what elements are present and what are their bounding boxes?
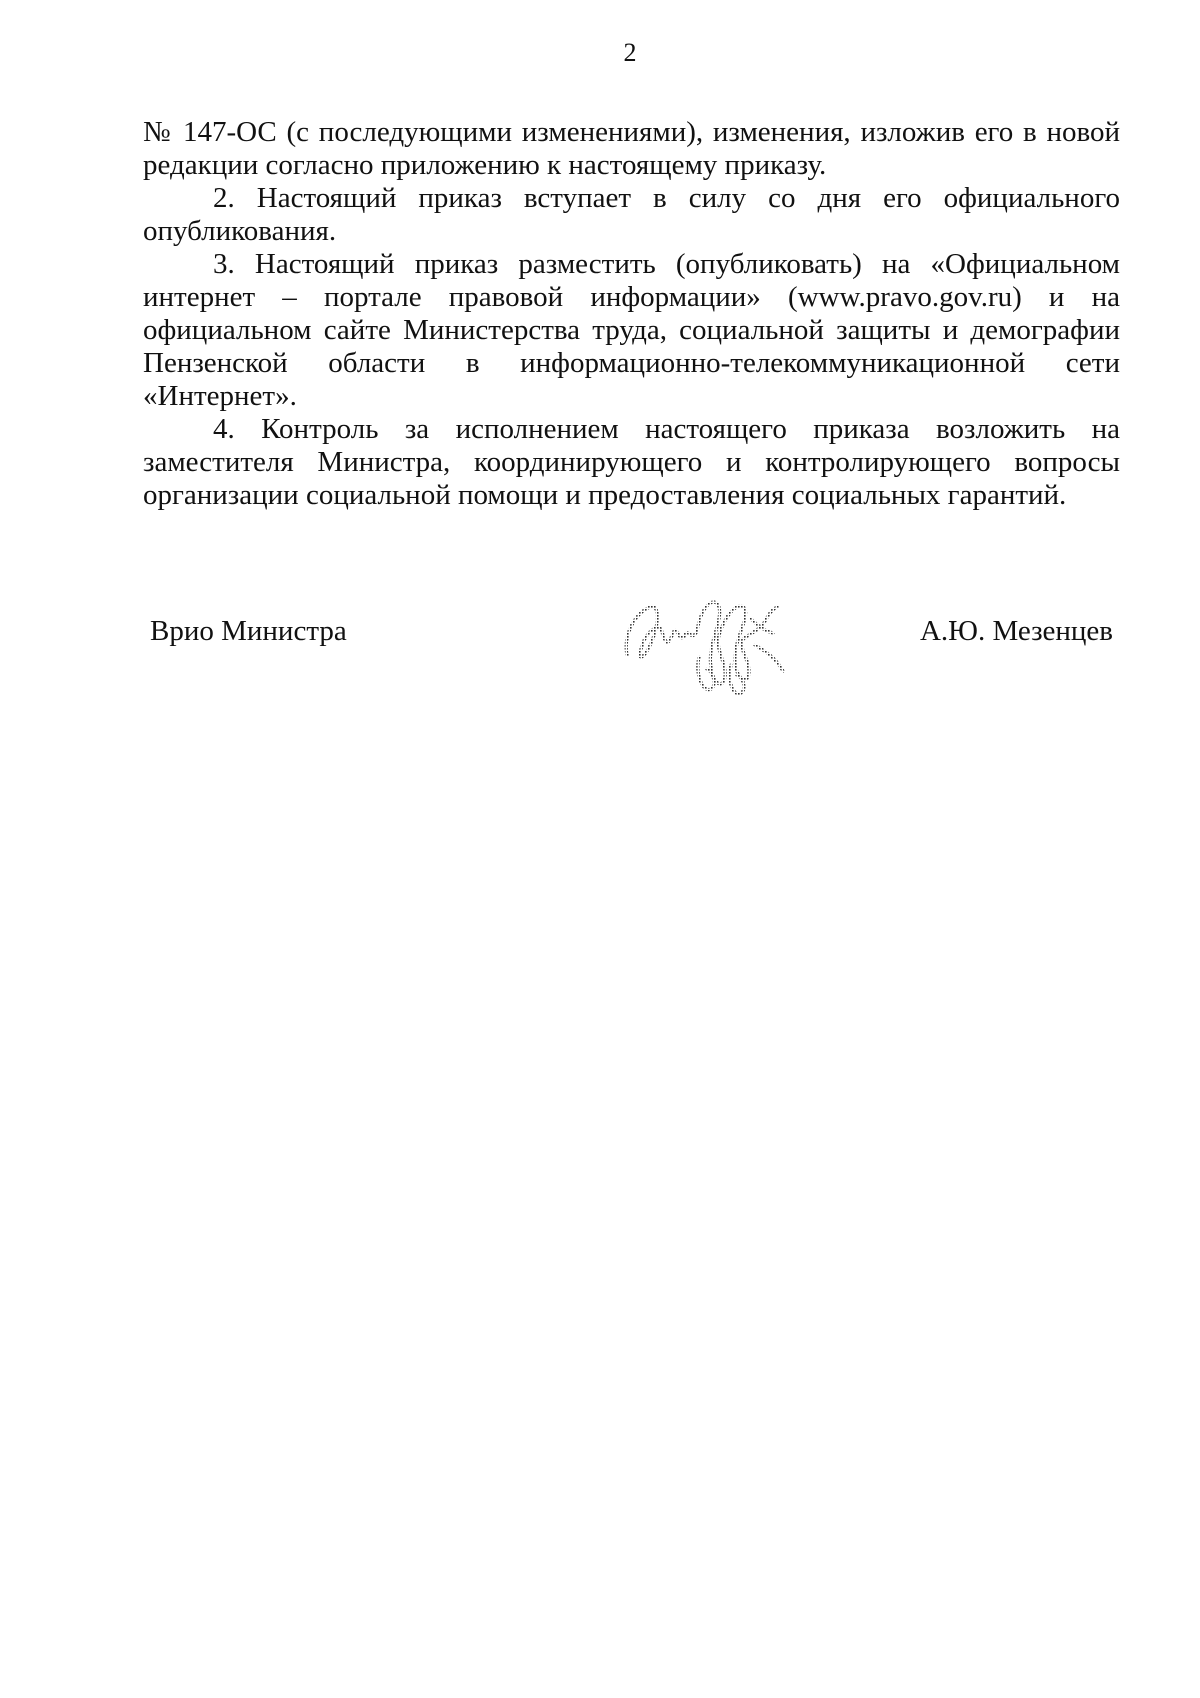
handwritten-signature-icon bbox=[615, 585, 800, 705]
paragraph-item-2: 2. Настоящий приказ вступает в силу со дня его официального опубликования. bbox=[143, 182, 1120, 247]
signatory-position: Врио Министра bbox=[150, 615, 347, 647]
paragraph-item-3: 3. Настоящий приказ разместить (опубликовать) на «Официальном интернет – портале правовой информации» (www.pravo.gov.ru) и на официальном сайте Министерства труда, социальной защиты и демографии Пензенской области в информационно-телекоммуникационной сети «Интернет». bbox=[143, 248, 1120, 412]
signature-block bbox=[0, 585, 1200, 725]
paragraph-continuation: № 147-ОС (с последующими изменениями), изменения, изложив его в новой редакции согласно приложению к настоящему приказу. bbox=[143, 116, 1120, 181]
document-body bbox=[143, 116, 1120, 512]
signatory-name: А.Ю. Мезенцев bbox=[919, 615, 1113, 647]
paragraph-item-4: 4. Контроль за исполнением настоящего приказа возложить на заместителя Министра, координирующего и контролирующего вопросы организации социальной помощи и предоставления социальных гарантий. bbox=[143, 413, 1120, 511]
page-number: 2 bbox=[623, 38, 637, 67]
